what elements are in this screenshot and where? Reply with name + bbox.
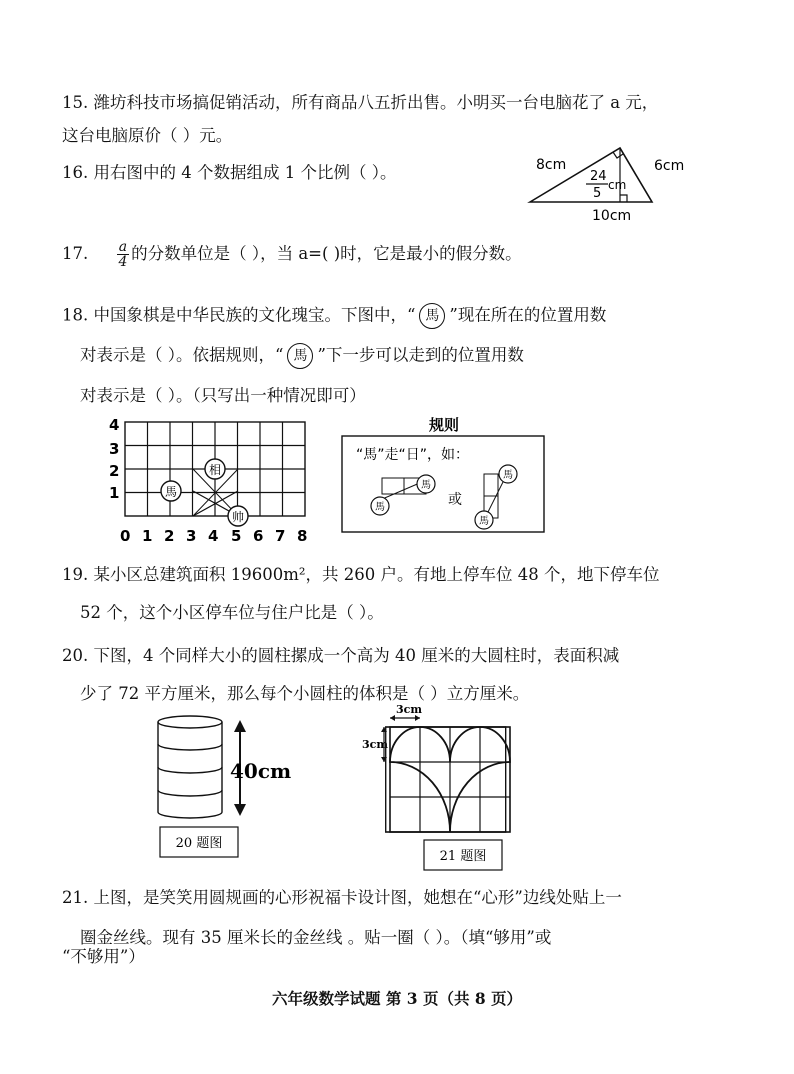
x-label-1: 1 xyxy=(142,527,153,545)
rule-piece-b: 馬 xyxy=(421,480,431,491)
q21-line1: 21. 上图，是笑笑用圆规画的心形祝福卡设计图，她想在“心形”边线处贴上一 xyxy=(62,888,622,907)
x-label-4: 4 xyxy=(208,527,219,545)
horse-piece-icon: 馬 xyxy=(287,343,313,369)
piece-xiang-text: 相 xyxy=(208,463,222,477)
fig21-height-label: 3cm xyxy=(362,738,388,751)
heart-grid xyxy=(390,727,510,832)
q18-line2 xyxy=(80,343,524,369)
q19-line2: 52 个，这个小区停车位与住户比是（ ）。 xyxy=(80,603,384,622)
piece-horse-text: 馬 xyxy=(164,485,178,499)
piece-xiang xyxy=(205,459,225,479)
q16-text: 16. 用右图中的 4 个数据组成 1 个比例（ ）。 xyxy=(62,163,397,182)
q21-line3: “不够用”） xyxy=(62,947,145,966)
x-label-0: 0 xyxy=(120,527,131,545)
q18-line1-a: 18. 中国象棋是中华民族的文化瑰宝。下图中，“ xyxy=(62,305,416,325)
rule-or: 或 xyxy=(448,492,462,508)
q20-line2: 少了 72 平方厘米，那么每个小圆柱的体积是（ ）立方厘米。 xyxy=(80,684,530,703)
rule-piece-c: 馬 xyxy=(503,470,513,481)
y-label-4: 4 xyxy=(109,416,120,434)
q17-number: 17. xyxy=(62,244,89,263)
x-label-3: 3 xyxy=(186,527,197,545)
rule-title: 规则 xyxy=(428,416,460,434)
page-footer: 六年级数学试题 第 3 页（共 8 页） xyxy=(271,989,523,1008)
q16-frac-unit: cm xyxy=(608,178,627,192)
piece-shuai xyxy=(228,506,248,526)
x-label-7: 7 xyxy=(275,527,286,545)
fig21-width-label: 3cm xyxy=(396,703,422,716)
q18-line2-b: ”下一步可以走到的位置用数 xyxy=(317,345,524,365)
piece-shuai-text: 帅 xyxy=(231,510,245,524)
heart-grid-figure xyxy=(360,700,520,880)
q20-line1: 20. 下图，4 个同样大小的圆柱摞成一个高为 40 厘米的大圆柱时，表面积减 xyxy=(62,646,620,665)
piece-horse xyxy=(161,481,181,501)
x-label-6: 6 xyxy=(253,527,264,545)
fig21-caption: 21 题图 xyxy=(439,849,487,864)
rule-piece-d: 馬 xyxy=(479,516,489,527)
y-label-1: 1 xyxy=(109,484,120,502)
q18-line3: 对表示是（ ）。（只写出一种情况即可） xyxy=(80,386,366,405)
q17-frac-den: 4 xyxy=(118,254,128,270)
cylinder-height-label: 40cm xyxy=(230,759,292,783)
q17-fraction xyxy=(117,240,129,269)
q17-text: 的分数单位是（ ），当 a=( )时，它是最小的假分数。 xyxy=(131,244,522,263)
q16-label-6cm: 6cm xyxy=(654,158,685,174)
x-label-2: 2 xyxy=(164,527,175,545)
rule-piece-a: 馬 xyxy=(375,502,385,513)
q16-label-8cm: 8cm xyxy=(536,157,567,173)
fig20-caption: 20 题图 xyxy=(175,836,223,851)
q17-frac-num: a xyxy=(118,239,128,255)
x-label-5: 5 xyxy=(231,527,242,545)
q19-line1: 19. 某小区总建筑面积 19600m²，共 260 户。有地上停车位 48 个，地下停车位 xyxy=(62,565,660,584)
q18-line1-b: ”现在所在的位置用数 xyxy=(449,305,607,325)
q16-frac-den: 5 xyxy=(593,186,602,201)
q18-line2-a: 对表示是（ ）。依据规则，“ xyxy=(80,345,284,365)
horse-piece-icon: 馬 xyxy=(419,303,445,329)
x-label-8: 8 xyxy=(297,527,308,545)
q15-line2: 这台电脑原价（ ）元。 xyxy=(62,126,233,145)
y-label-3: 3 xyxy=(109,440,120,458)
cylinder-stack-figure xyxy=(150,710,300,865)
q16-triangle-figure xyxy=(520,140,700,228)
chess-board-figure xyxy=(105,412,320,548)
q21-line2: 圈金丝线。现有 35 厘米长的金丝线 。贴一圈（ ）。（填“够用”或 xyxy=(80,928,552,947)
q17-line xyxy=(62,240,522,269)
q16-frac-num: 24 xyxy=(590,169,607,184)
q18-line1 xyxy=(62,303,606,329)
q16-label-10cm: 10cm xyxy=(592,208,632,224)
y-label-2: 2 xyxy=(109,462,120,480)
rule-text: “馬”走“日”，如： xyxy=(356,447,470,463)
q15-line1: 15. 潍坊科技市场搞促销活动，所有商品八五折出售。小明买一台电脑花了 a 元， xyxy=(62,93,659,112)
rule-box-figure xyxy=(340,414,548,536)
